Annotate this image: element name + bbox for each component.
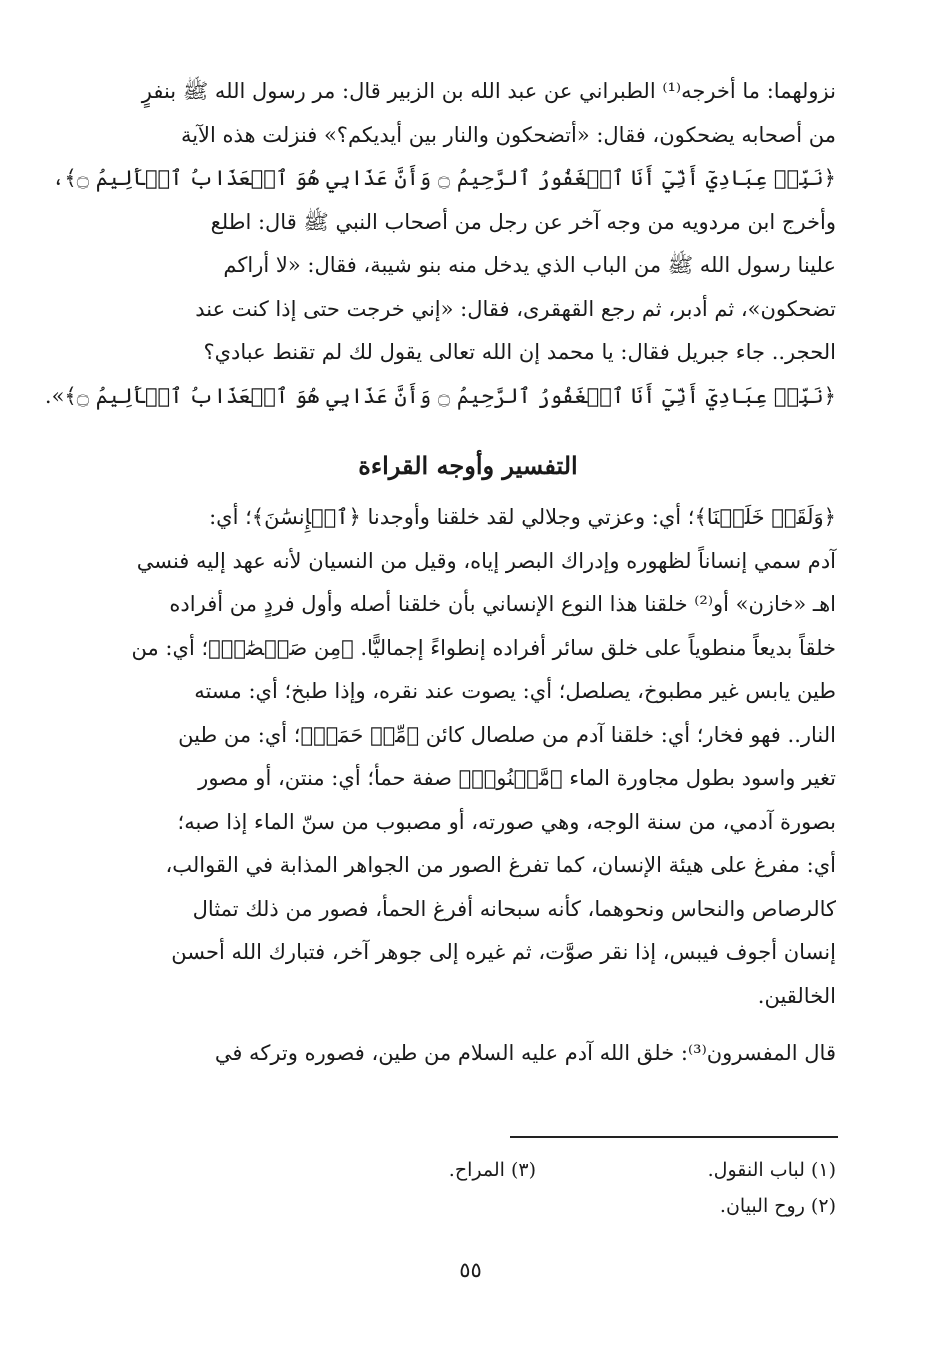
page-body — [44, 70, 836, 1076]
text-line: تغير واسود بطول مجاورة الماء ﴿مَّسۡنُونٖ﴾ صفة حمأ؛ أي: منتن، أو مصور — [198, 766, 836, 790]
footnote-row — [236, 1152, 836, 1188]
section-heading: التفسير وأوجه القراءة — [358, 451, 578, 480]
text-line: النار.. فهو فخار؛ أي: خلقنا آدم من صلصال كائن ﴿مِّنۡ حَمَإٖ﴾؛ أي: من طين — [178, 722, 836, 747]
page-number: ٥٥ — [459, 1258, 482, 1282]
text-line: تضحكون»، ثم أدبر، ثم رجع القهقرى، فقال: «إني خرجت حتى إذا كنت عند — [195, 296, 836, 321]
text-line: طين يابس غير مطبوخ، يصلصل؛ أي: يصوت عند نقره، وإذا طبخ؛ أي: مسته — [194, 679, 836, 703]
text-line: ﴿وَلَقَدۡ خَلَقۡنَا﴾؛ أي: وعزتي وجلالي لقد خلقنا وأوجدنا ﴿ٱلۡإِنسَٰنَ﴾؛ أي: — [209, 505, 836, 529]
paragraph-revelation-cause — [44, 70, 836, 418]
text-line: علينا رسول الله ﷺ من الباب الذي يدخل منه بنو شيبة، فقال: «لا أراكم — [223, 253, 836, 277]
text-line: وأخرج ابن مردويه من وجه آخر عن رجل من أصحاب النبي ﷺ قال: اطلع — [210, 209, 836, 234]
paragraph-commentators — [100, 1032, 836, 1076]
text-line: أي: مفرغ على هيئة الإنسان، كما تفرغ الصور من الجواهر المذابة في القوالب، — [165, 853, 836, 877]
text-line: بصورة آدمي، من سنة الوجه، وهي صورته، أو مصبوب من سنّ الماء إذا صبه؛ — [177, 809, 836, 834]
text-line: الخالقين. — [757, 983, 836, 1008]
text-line: خلقاً بديعاً منطوياً على خلق سائر أفراده إنطواءً إجماليًّا. ﴿مِن صَلۡصَٰلٖ﴾؛ أي: من — [131, 635, 836, 660]
footnotes — [236, 1152, 836, 1224]
text-line: إنسان أجوف فيبس، إذا نقر صوَّت، ثم غيره إلى جوهر آخر، فتبارك الله أحسن — [171, 940, 836, 964]
footnote-row — [236, 1188, 836, 1224]
paragraph-tafsir — [100, 496, 836, 1018]
footnote-2: (٢) روح البيان. — [719, 1195, 836, 1217]
text-line: من أصحابه يضحكون، فقال: «أتضحكون والنار بين أيديكم؟» فنزلت هذه الآية — [180, 122, 836, 147]
text-line: نزولهما: ما أخرجه⁽¹⁾ الطبراني عن عبد الله بن الزبير قال: مر رسول الله ﷺ بنفرٍ — [141, 79, 836, 103]
quran-verse-line: ﴿نَبِّئۡ عِبَادِيٓ أَنِّيٓ أَنَا ٱلۡغَفُورُ ٱلرَّحِيمُ ۝ وَأَنَّ عَذَابِي هُوَ ٱلۡعَذَابُ ٱلۡأَلِيمُ ۝﴾». — [44, 383, 836, 408]
quran-verse-line: ﴿نَبِّئۡ عِبَادِيٓ أَنِّيٓ أَنَا ٱلۡغَفُورُ ٱلرَّحِيمُ ۝ وَأَنَّ عَذَابِي هُوَ ٱلۡعَذَابُ ٱلۡأَلِيمُ ۝﴾، — [52, 166, 836, 190]
text-line: قال المفسرون⁽³⁾: خلق الله آدم عليه السلام من طين، فصوره وتركه في — [214, 1041, 836, 1065]
footnote-divider — [510, 1136, 838, 1138]
text-line: اهـ «خازن» أو⁽²⁾ خلقنا هذا النوع الإنساني بأن خلقنا أصله وأول فردٍ من أفراده — [169, 592, 836, 616]
text-line: كالرصاص والنحاس ونحوهما، كأنه سبحانه أفرغ الحمأ، فصور من ذلك تمثال — [192, 896, 836, 921]
footnote-1: (١) لباب النقول. — [707, 1159, 836, 1181]
text-line: الحجر.. جاء جبريل فقال: يا محمد إن الله تعالى يقول لك لم تقنط عبادي؟ — [203, 340, 836, 364]
footnote-3: (٣) المراح. — [448, 1159, 536, 1181]
text-line: آدم سمي إنساناً لظهوره وإدراك البصر إياه، وقيل من النسيان لأنه عهد إليه فنسي — [136, 548, 836, 573]
